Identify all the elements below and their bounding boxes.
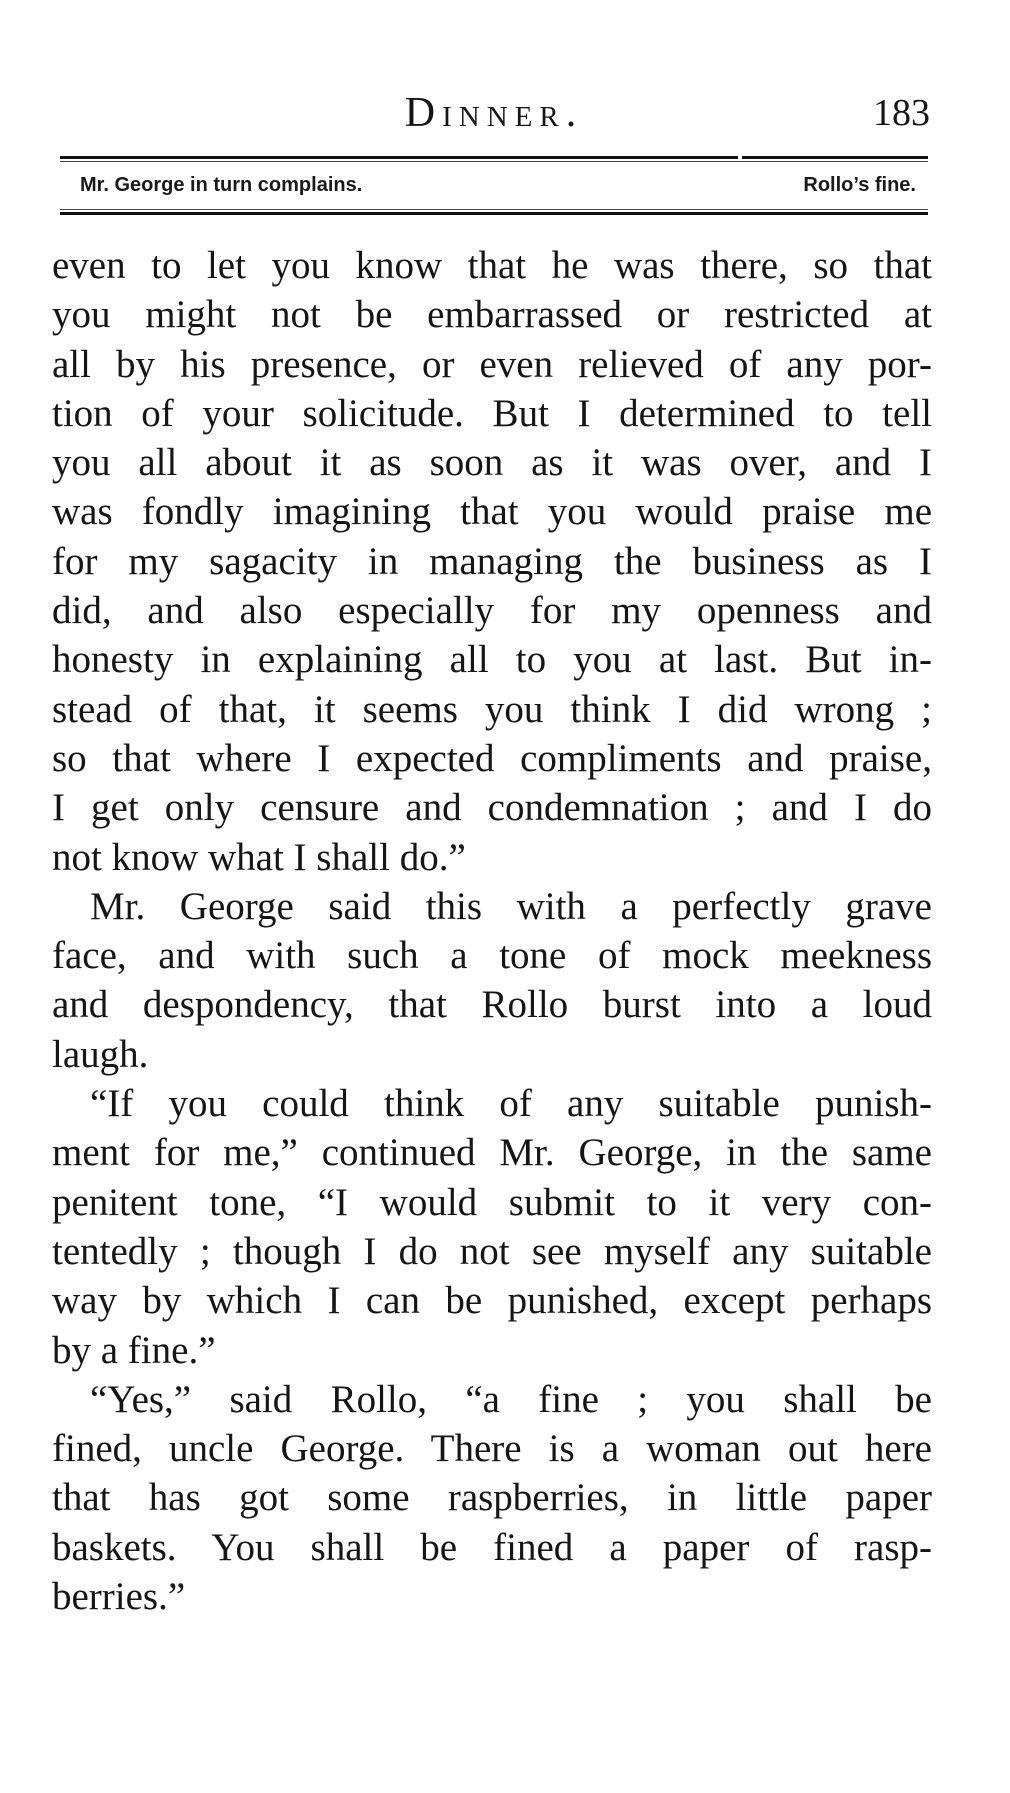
header-rule-top-right	[742, 156, 928, 159]
chapter-title: Dinner.	[404, 90, 584, 136]
sidenote-right: Rollo’s fine.	[803, 174, 916, 196]
text-line: fined, uncle George. There is a woman out here	[52, 1427, 932, 1471]
text-line: honesty in explaining all to you at last. But in-	[52, 638, 932, 682]
text-line: you all about it as soon as it was over, and I	[52, 441, 932, 485]
text-line: even to let you know that he was there, so that	[52, 244, 932, 287]
body-text	[52, 241, 932, 1621]
header-rule-top-left	[60, 156, 738, 159]
text-line: face, and with such a tone of mock meekness	[52, 934, 932, 978]
header-rule-thin-top	[60, 161, 928, 162]
text-line: berries.”	[52, 1575, 186, 1619]
text-line: Mr. George said this with a perfectly grave	[90, 884, 932, 928]
text-line: did, and also especially for my openness and	[52, 589, 932, 633]
text-line: stead of that, it seems you think I did wrong ;	[52, 687, 932, 731]
text-line: tion of your solicitude. But I determined to tell	[52, 391, 932, 435]
text-line: “Yes,” said Rollo, “a fine ; you shall be	[90, 1377, 932, 1421]
text-line: all by his presence, or even relieved of any por-	[52, 342, 932, 386]
text-line: laugh.	[52, 1032, 149, 1076]
page-number: 183	[873, 92, 930, 134]
text-line: way by which I can be punished, except perhaps	[52, 1279, 932, 1323]
header-rule-bottom	[60, 212, 928, 215]
running-head	[58, 88, 930, 138]
sidenote-left: Mr. George in turn complains.	[80, 174, 363, 196]
text-line: not know what I shall do.”	[52, 835, 466, 879]
text-line: and despondency, that Rollo burst into a loud	[52, 983, 932, 1027]
text-line: for my sagacity in managing the business as I	[52, 539, 932, 583]
text-line: you might not be embarrassed or restricted at	[52, 293, 932, 337]
text-line: tentedly ; though I do not see myself any suitable	[52, 1229, 932, 1273]
text-line: ment for me,” continued Mr. George, in the same	[52, 1131, 932, 1175]
text-line: “If you could think of any suitable punish-	[90, 1082, 932, 1126]
text-line: was fondly imagining that you would praise me	[52, 490, 932, 534]
text-line: that has got some raspberries, in little paper	[52, 1476, 932, 1520]
header-rule-thin-bottom	[60, 209, 928, 210]
text-line: penitent tone, “I would submit to it very con-	[52, 1180, 932, 1224]
text-line: so that where I expected compliments and praise,	[52, 736, 932, 780]
text-line: baskets. You shall be fined a paper of rasp-	[52, 1525, 932, 1569]
text-line: I get only censure and condemnation ; and I do	[52, 786, 932, 830]
text-line: by a fine.”	[52, 1328, 216, 1372]
